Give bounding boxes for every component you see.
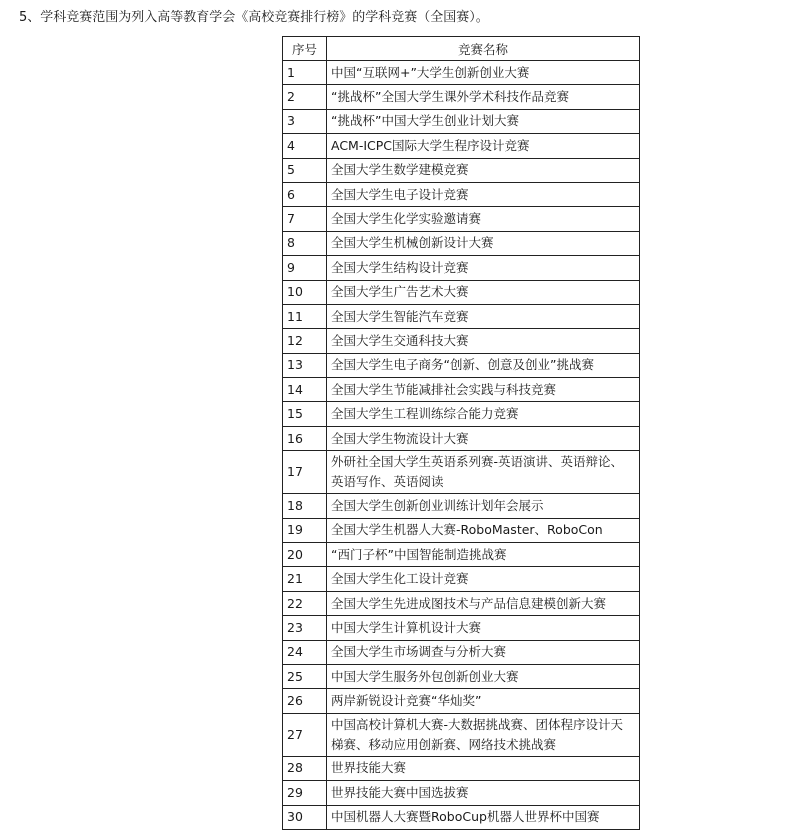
row-number: 10 (283, 280, 327, 304)
row-number: 5 (283, 158, 327, 182)
intro-paragraph: 5、学科竞赛范围为列入高等教育学会《高校竞赛排行榜》的学科竞赛（全国赛）。 (19, 10, 489, 25)
row-number: 24 (283, 640, 327, 664)
table-row (283, 518, 640, 542)
row-competition-name: 中国机器人大赛暨RoboCup机器人世界杯中国赛 (327, 805, 640, 829)
row-competition-name: 全国大学生智能汽车竞赛 (327, 304, 640, 328)
row-number: 22 (283, 591, 327, 615)
table-row (283, 616, 640, 640)
table-row (283, 805, 640, 829)
row-competition-name: 全国大学生机器人大赛-RoboMaster、RoboCon (327, 518, 640, 542)
row-number: 9 (283, 256, 327, 280)
table-row (283, 207, 640, 231)
table-row (283, 329, 640, 353)
table-row (283, 640, 640, 664)
table-row (283, 109, 640, 133)
row-number: 26 (283, 689, 327, 713)
row-number: 1 (283, 61, 327, 85)
row-number: 13 (283, 353, 327, 377)
row-competition-name: 世界技能大赛 (327, 756, 640, 780)
row-number: 11 (283, 304, 327, 328)
row-number: 2 (283, 85, 327, 109)
table-row (283, 781, 640, 805)
table-row (283, 158, 640, 182)
table-row (283, 756, 640, 780)
row-competition-name: 全国大学生电子商务“创新、创意及创业”挑战赛 (327, 353, 640, 377)
row-competition-name: 全国大学生化工设计竞赛 (327, 567, 640, 591)
row-competition-name: 中国大学生服务外包创新创业大赛 (327, 664, 640, 688)
row-number: 18 (283, 494, 327, 518)
row-competition-name: 全国大学生广告艺术大赛 (327, 280, 640, 304)
row-number: 29 (283, 781, 327, 805)
table-row (283, 304, 640, 328)
table-row (283, 280, 640, 304)
row-number: 16 (283, 426, 327, 450)
table-row (283, 378, 640, 402)
table-header-row (283, 37, 640, 61)
header-competition-name: 竞赛名称 (327, 37, 640, 61)
row-competition-name: 中国高校计算机大赛-大数据挑战赛、团体程序设计天梯赛、移动应用创新赛、网络技术挑战赛 (327, 713, 640, 756)
row-number: 15 (283, 402, 327, 426)
competition-table (282, 36, 640, 830)
row-number: 23 (283, 616, 327, 640)
row-competition-name: 外研社全国大学生英语系列赛-英语演讲、英语辩论、英语写作、英语阅读 (327, 451, 640, 494)
table-row (283, 256, 640, 280)
row-number: 19 (283, 518, 327, 542)
row-number: 14 (283, 378, 327, 402)
row-competition-name: 中国大学生计算机设计大赛 (327, 616, 640, 640)
row-competition-name: 全国大学生物流设计大赛 (327, 426, 640, 450)
table-row (283, 451, 640, 494)
row-number: 6 (283, 182, 327, 206)
table-row (283, 664, 640, 688)
row-number: 27 (283, 713, 327, 756)
row-number: 20 (283, 543, 327, 567)
row-competition-name: 世界技能大赛中国选拔赛 (327, 781, 640, 805)
table-row (283, 426, 640, 450)
table-row (283, 713, 640, 756)
row-number: 28 (283, 756, 327, 780)
table-row (283, 182, 640, 206)
table-row (283, 494, 640, 518)
row-competition-name: 全国大学生市场调查与分析大赛 (327, 640, 640, 664)
table-row (283, 85, 640, 109)
row-number: 4 (283, 134, 327, 158)
row-number: 3 (283, 109, 327, 133)
row-number: 17 (283, 451, 327, 494)
row-competition-name: ACM-ICPC国际大学生程序设计竞赛 (327, 134, 640, 158)
row-competition-name: 全国大学生创新创业训练计划年会展示 (327, 494, 640, 518)
row-competition-name: 全国大学生先进成图技术与产品信息建模创新大赛 (327, 591, 640, 615)
table-row (283, 134, 640, 158)
table-row (283, 543, 640, 567)
row-number: 7 (283, 207, 327, 231)
row-competition-name: “西门子杯”中国智能制造挑战赛 (327, 543, 640, 567)
row-competition-name: 全国大学生节能减排社会实践与科技竞赛 (327, 378, 640, 402)
row-competition-name: 全国大学生结构设计竞赛 (327, 256, 640, 280)
row-competition-name: “挑战杯”中国大学生创业计划大赛 (327, 109, 640, 133)
table-row (283, 689, 640, 713)
row-number: 8 (283, 231, 327, 255)
table-row (283, 402, 640, 426)
row-competition-name: 全国大学生机械创新设计大赛 (327, 231, 640, 255)
table-row (283, 567, 640, 591)
row-number: 21 (283, 567, 327, 591)
row-number: 25 (283, 664, 327, 688)
row-competition-name: 全国大学生工程训练综合能力竞赛 (327, 402, 640, 426)
row-competition-name: 全国大学生电子设计竞赛 (327, 182, 640, 206)
table-row (283, 353, 640, 377)
row-competition-name: 全国大学生数学建模竞赛 (327, 158, 640, 182)
row-competition-name: 全国大学生交通科技大赛 (327, 329, 640, 353)
row-competition-name: “挑战杯”全国大学生课外学术科技作品竞赛 (327, 85, 640, 109)
header-number: 序号 (283, 37, 327, 61)
row-number: 30 (283, 805, 327, 829)
table-row (283, 61, 640, 85)
row-competition-name: 两岸新锐设计竞赛“华灿奖” (327, 689, 640, 713)
table-row (283, 231, 640, 255)
row-competition-name: 中国“互联网+”大学生创新创业大赛 (327, 61, 640, 85)
table-row (283, 591, 640, 615)
row-number: 12 (283, 329, 327, 353)
row-competition-name: 全国大学生化学实验邀请赛 (327, 207, 640, 231)
